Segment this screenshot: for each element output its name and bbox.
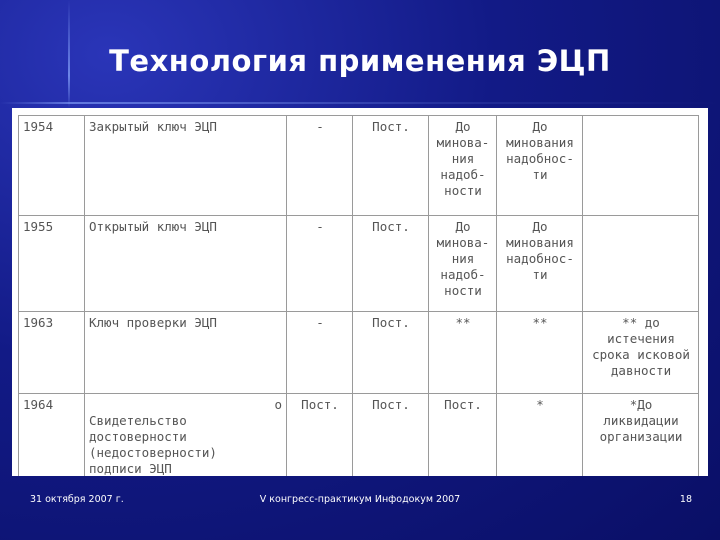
cell-number: 1964	[19, 394, 85, 477]
footer-date: 31 октября 2007 г.	[30, 494, 124, 505]
cell-col7	[583, 216, 699, 312]
cell-col5: До минова- ния надоб- ности	[429, 216, 497, 312]
cell-col3: -	[287, 216, 353, 312]
cell-col6: До минования надобнос- ти	[497, 116, 583, 216]
cell-col6: **	[497, 312, 583, 394]
records-table	[18, 115, 699, 476]
table-row	[19, 312, 699, 394]
cell-col5: Пост.	[429, 394, 497, 477]
cell-col4: Пост.	[353, 116, 429, 216]
cell-col4: Пост.	[353, 394, 429, 477]
cell-name: Ключ проверки ЭЦП	[85, 312, 287, 394]
table-row	[19, 216, 699, 312]
table-row	[19, 394, 699, 477]
document-scan	[12, 108, 708, 476]
cell-col4: Пост.	[353, 216, 429, 312]
cell-name	[85, 394, 287, 477]
cell-col7: *До ликвидации организации	[583, 394, 699, 477]
cell-col3: -	[287, 312, 353, 394]
cell-col7: ** до истечения срока исковой давности	[583, 312, 699, 394]
cell-col3: -	[287, 116, 353, 216]
cell-col5: **	[429, 312, 497, 394]
cell-number: 1954	[19, 116, 85, 216]
cell-number: 1963	[19, 312, 85, 394]
cell-col7	[583, 116, 699, 216]
cell-name: Закрытый ключ ЭЦП	[85, 116, 287, 216]
cell-number: 1955	[19, 216, 85, 312]
cell-name-suffix: о	[274, 397, 282, 412]
slide-title: Технология применения ЭЦП	[109, 44, 611, 78]
records-table-body	[19, 116, 699, 477]
footer-event: V конгресс-практикум Инфодокум 2007	[259, 494, 461, 505]
cell-col3: Пост.	[287, 394, 353, 477]
cell-name-text: Свидетельство достоверности (недостоверности) подписи ЭЦП	[89, 413, 217, 476]
cell-col6: *	[497, 394, 583, 477]
footer-page-number: 18	[679, 494, 692, 505]
table-row	[19, 116, 699, 216]
cell-name: Открытый ключ ЭЦП	[85, 216, 287, 312]
decorative-horizontal-line	[0, 102, 720, 104]
cell-col4: Пост.	[353, 312, 429, 394]
cell-col6: До минования надобнос- ти	[497, 216, 583, 312]
cell-col5: До минова- ния надоб- ности	[429, 116, 497, 216]
